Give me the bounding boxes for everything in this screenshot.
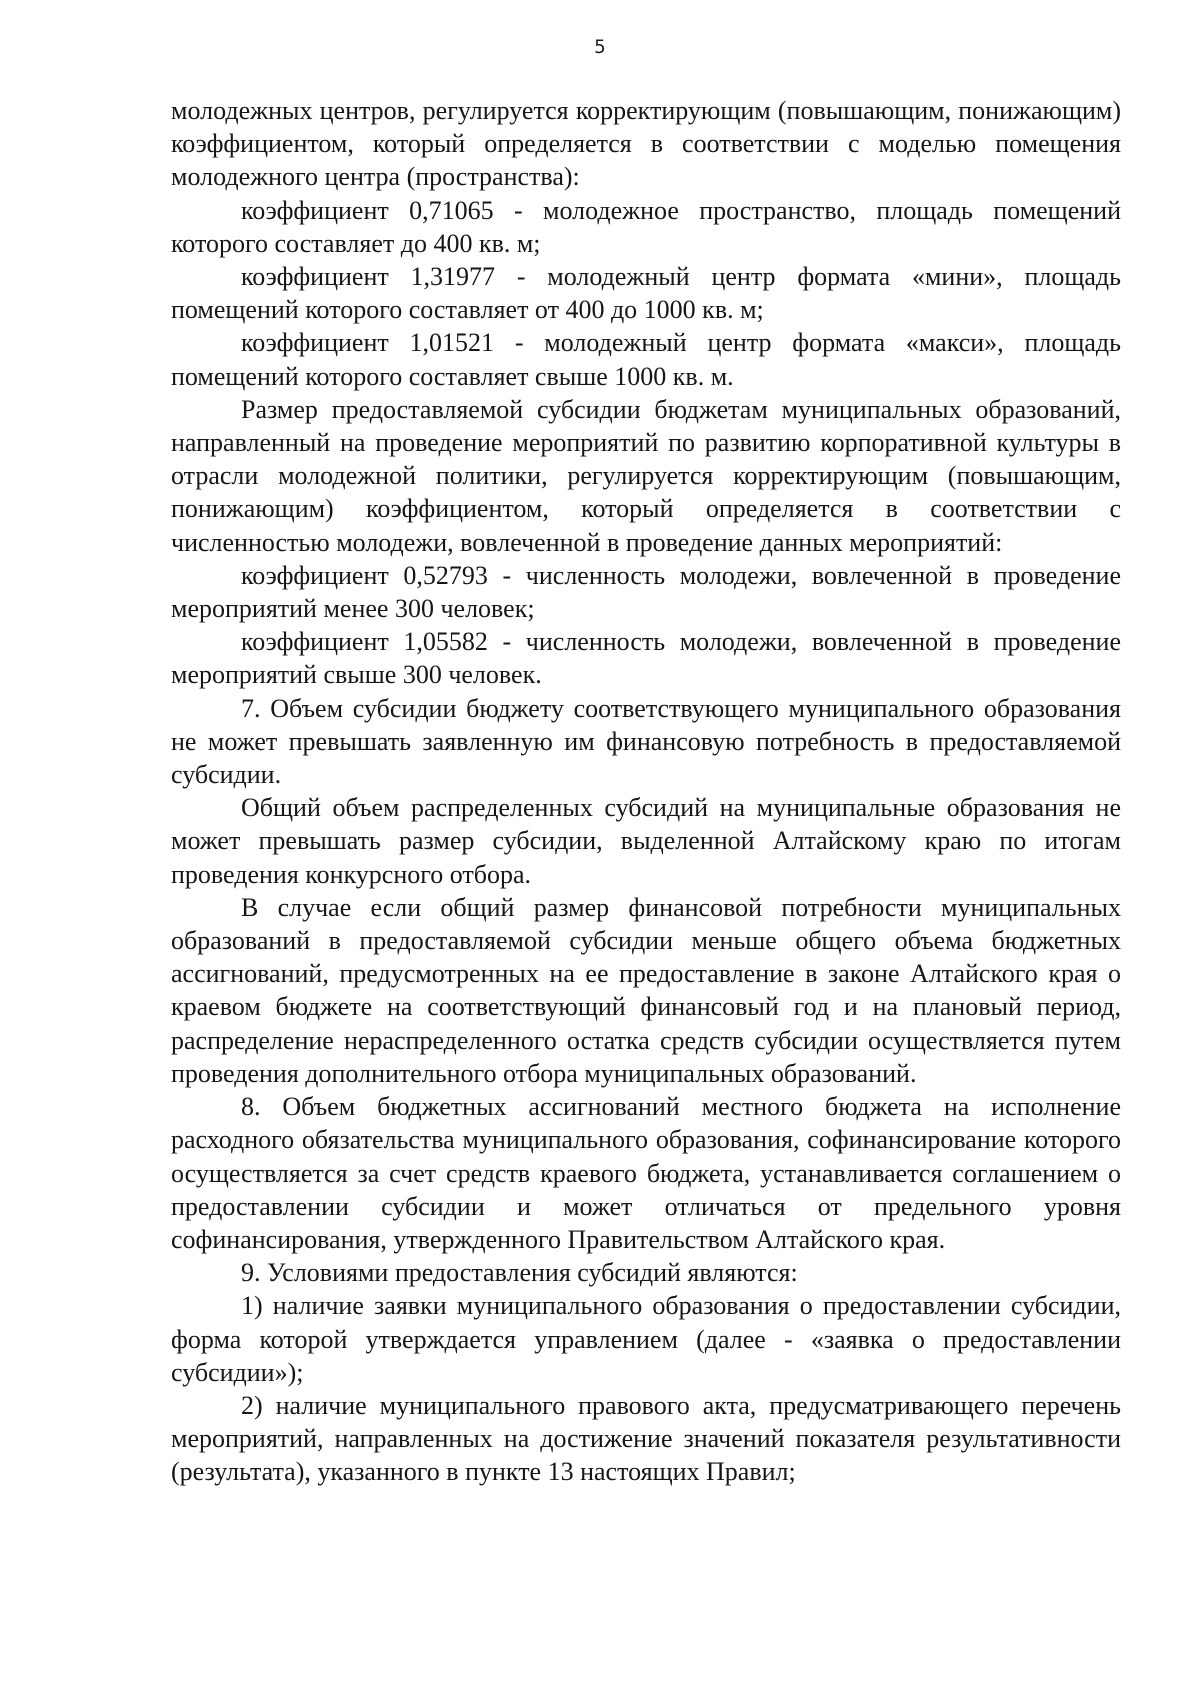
paragraph-condition-2: 2) наличие муниципального правового акта, предусматривающего перечень мероприятий, направленных на достижение значений показателя результативности (результата), указанного в пункте 13 настоящих Правил;	[171, 1390, 1121, 1487]
page-number: 5	[594, 36, 606, 58]
paragraph-continuation: молодежных центров, регулируется корректирующим (повышающим, понижающим) коэффициентом, который определяется в соответствии с моделью помещения молодежного центра (пространства):	[171, 96, 1121, 192]
paragraph-coefficient-over-300: коэффициент 1,05582 - численность молодежи, вовлеченной в проведение мероприятий свыше 300 человек.	[171, 627, 1121, 690]
document-body	[171, 94, 1121, 1489]
paragraph-coefficient-under-300: коэффициент 0,52793 - численность молодежи, вовлеченной в проведение мероприятий менее 300 человек;	[171, 560, 1121, 624]
paragraph-item-8: 8. Объем бюджетных ассигнований местного бюджета на исполнение расходного обязательства муниципального образования, софинансирование которого осуществляется за счет средств краевого бюджета, устанавливается соглашением о предоставлении субсидии и может отличаться от предельного уровня софинансирования, утвержденного Правительством Алтайского края.	[171, 1092, 1121, 1254]
paragraph-item-9: 9. Условиями предоставления субсидий являются:	[241, 1258, 798, 1288]
paragraph-coefficient-maxi: коэффициент 1,01521 - молодежный центр формата «макси», площадь помещений которого составляет свыше 1000 кв. м.	[171, 328, 1121, 391]
paragraph-total-volume: Общий объем распределенных субсидий на муниципальные образования не может превышать размер субсидии, выделенной Алтайскому краю по итогам проведения конкурсного отбора.	[171, 793, 1121, 889]
paragraph-corporate-culture: Размер предоставляемой субсидии бюджетам муниципальных образований, направленный на проведение мероприятий по развитию корпоративной культуры в отрасли молодежной политики, регулируется корректирующим (повышающим, понижающим) коэффициентом, который определяется в соответствии с численностью молодежи, вовлеченной в проведение данных мероприятий:	[171, 394, 1121, 557]
paragraph-coefficient-400: коэффициент 0,71065 - молодежное пространство, площадь помещений которого составляет до 400 кв. м;	[171, 195, 1121, 258]
paragraph-coefficient-mini: коэффициент 1,31977 - молодежный центр формата «мини», площадь помещений которого составляет от 400 до 1000 кв. м;	[171, 262, 1121, 325]
paragraph-additional-selection: В случае если общий размер финансовой потребности муниципальных образований в предоставляемой субсидии меньше общего объема бюджетных ассигнований, предусмотренных на ее предоставление в законе Алтайского края о краевом бюджете на соответствующий финансовый год и на плановый период, распределение нераспределенного остатка средств субсидии осуществляется путем проведения дополнительного отбора муниципальных образований.	[171, 892, 1121, 1088]
paragraph-item-7: 7. Объем субсидии бюджету соответствующего муниципального образования не может превышать заявленную им финансовую потребность в предоставляемой субсидии.	[171, 693, 1121, 790]
paragraph-condition-1: 1) наличие заявки муниципального образования о предоставлении субсидии, форма которой утверждается управлением (далее - «заявка о предоставлении субсидии»);	[171, 1291, 1121, 1387]
